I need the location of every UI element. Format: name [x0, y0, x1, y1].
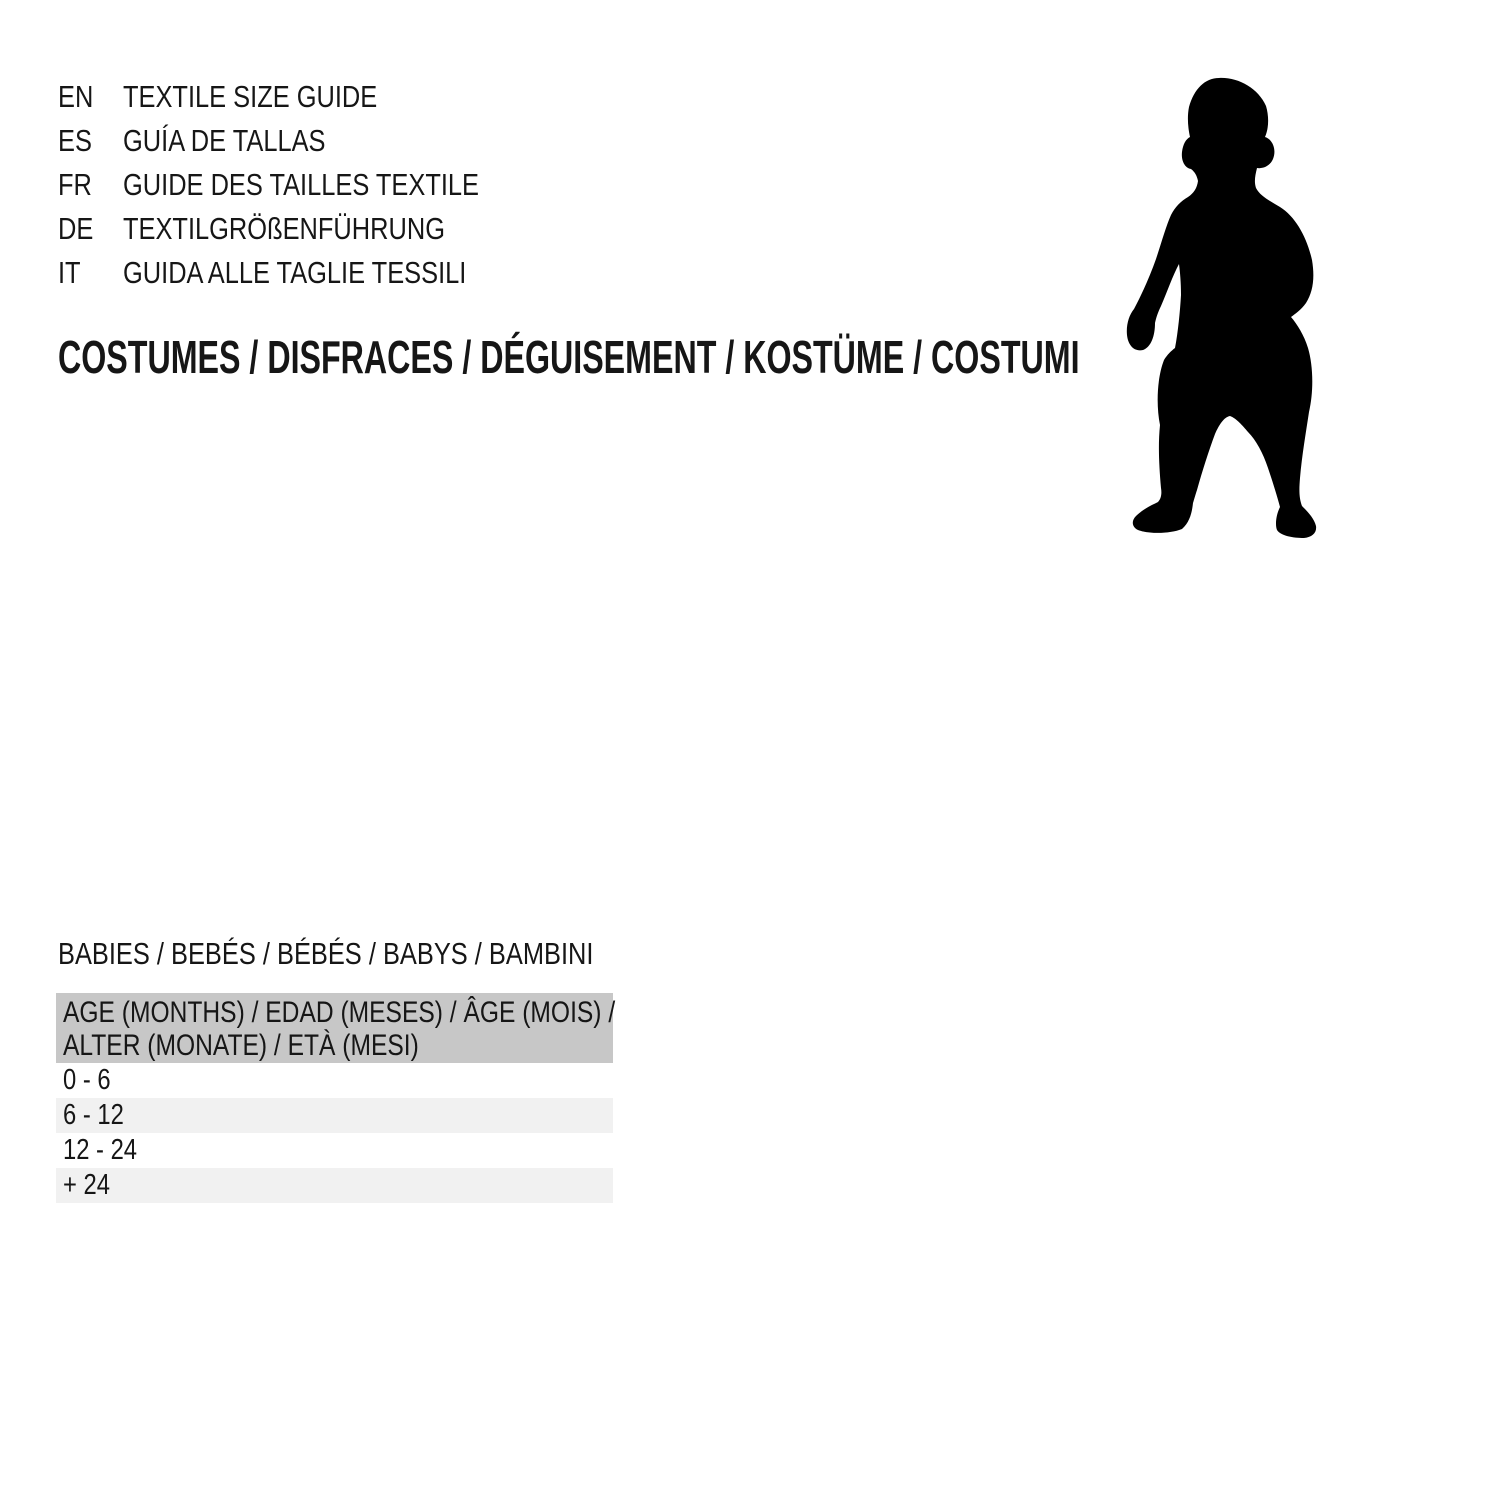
baby-silhouette-svg	[1100, 60, 1380, 560]
language-code: EN	[58, 79, 94, 114]
language-code: IT	[58, 255, 81, 290]
age-size-table	[56, 993, 616, 1203]
table-row: 0 - 6	[56, 1063, 613, 1098]
table-row: 12 - 24	[56, 1133, 613, 1168]
language-row-fr	[58, 163, 557, 207]
language-label: GUÍA DE TALLAS	[123, 123, 326, 158]
language-label: GUIDA ALLE TAGLIE TESSILI	[123, 255, 467, 290]
language-label: GUIDE DES TAILLES TEXTILE	[123, 167, 480, 202]
language-row-es	[58, 119, 557, 163]
language-list	[58, 75, 557, 295]
language-code: ES	[58, 123, 92, 158]
table-row: 6 - 12	[56, 1098, 613, 1133]
language-code: FR	[58, 167, 92, 202]
table-header	[56, 993, 616, 1063]
language-code: DE	[58, 211, 94, 246]
table-header-line2: ALTER (MONATE) / ETÀ (MESI)	[63, 1029, 419, 1062]
language-label: TEXTILGRÖßENFÜHRUNG	[123, 211, 446, 246]
language-row-de	[58, 207, 557, 251]
language-row-it	[58, 251, 557, 295]
category-title: COSTUMES / DISFRACES / DÉGUISEMENT / KOSTÜME / COSTUMI	[58, 331, 1080, 383]
section-title-babies: BABIES / BEBÉS / BÉBÉS / BABYS / BAMBINI	[58, 936, 594, 971]
table-header-line1: AGE (MONTHS) / EDAD (MESES) / ÂGE (MOIS) /	[63, 996, 616, 1029]
table-row: + 24	[56, 1168, 613, 1203]
language-row-en	[58, 75, 557, 119]
baby-silhouette-icon	[1100, 60, 1380, 560]
language-label: TEXTILE SIZE GUIDE	[123, 79, 378, 114]
